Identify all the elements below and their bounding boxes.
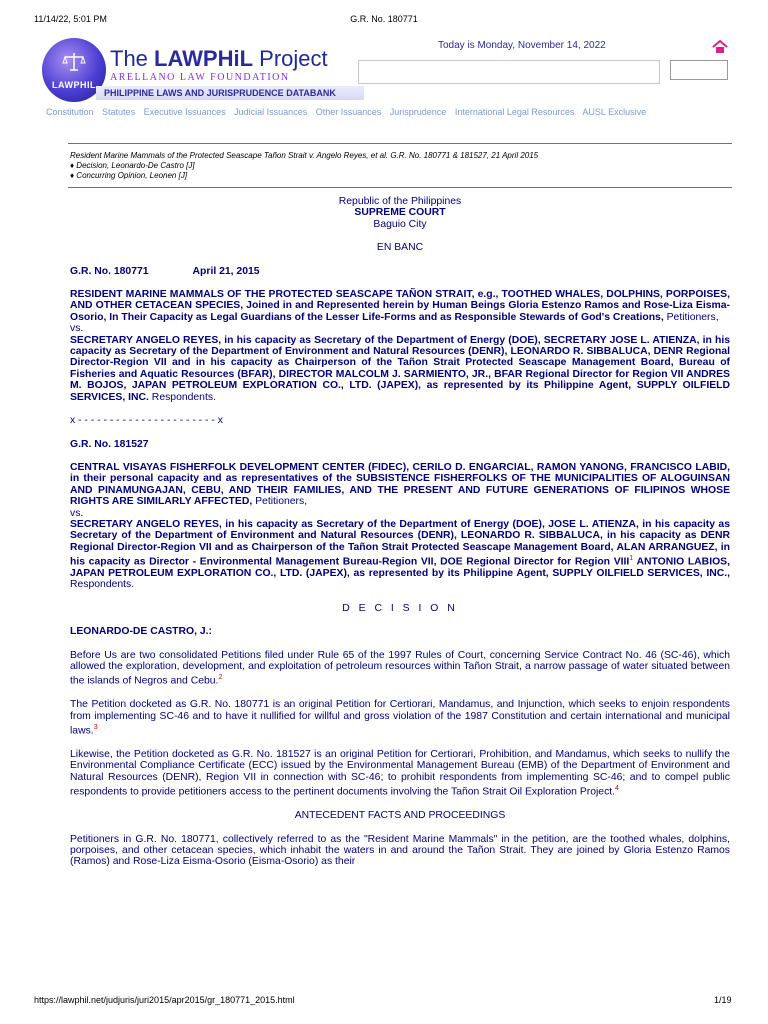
top-divider: [68, 143, 732, 144]
court-name: SUPREME COURT: [354, 207, 446, 219]
paragraph-3: [70, 749, 730, 798]
section-heading: ANTECEDENT FACTS AND PROCEEDINGS: [294, 810, 506, 822]
print-url: https://lawphil.net/judjuris/juri2015/apr2015/gr_180771_2015.html: [34, 995, 295, 1005]
paragraph-1: [70, 650, 730, 688]
nav-jurisprudence[interactable]: Jurisprudence: [389, 107, 447, 117]
nav-international-legal-resources[interactable]: International Legal Resources: [454, 107, 575, 117]
site-title-prefix: The: [110, 46, 155, 71]
site-title-suffix: Project: [253, 46, 328, 71]
case1-date: April 21, 2015: [192, 265, 260, 277]
nav-statutes[interactable]: Statutes: [102, 107, 136, 117]
nav-other-issuances[interactable]: Other Issuances: [315, 107, 382, 117]
republic: Republic of the Philippines: [338, 196, 462, 207]
paragraph-3-text: Likewise, the Petition docketed as G.R. No. 181527 is an original Petition for Certiorari, Prohibition, and Mandamus, which seeks to nullify the Environmental Compliance Certificate (ECC) issued by the Environmental Management Bureau (EMB) of the Department of Environment and Natural Resources (DENR), Region VII in connection with SC-46; to prohibit respondents from implementing SC-46; and to compel public respondents to provide petitioners access to the pertinent documents involving the Tañon Strait Oil Exploration Project.: [70, 749, 730, 798]
today-date: Today is Monday, November 14, 2022: [438, 40, 606, 51]
paragraph-1-text: Before Us are two consolidated Petitions filed under Rule 65 of the 1997 Rules of Court, concerning Service Contract No. 46 (SC-46), which allowed the exploration, development, and exploitation of petroleum resources within Tañon Strait, a narrow passage of water situated between the islands of Negros and Cebu.: [70, 649, 730, 687]
logo-text: LAWPHIL: [52, 80, 96, 90]
case1-petitioners-label: Petitioners,: [663, 311, 719, 323]
print-page-number: 1/19: [714, 995, 732, 1005]
case1-vs: vs.: [70, 323, 84, 335]
case-separator: x - - - - - - - - - - - - - - - - - - - - - - x: [70, 415, 223, 427]
nav-judicial-issuances[interactable]: Judicial Issuances: [234, 107, 308, 117]
paragraph-2: [70, 699, 730, 737]
search-input[interactable]: [358, 60, 660, 84]
case2-respondents: [70, 519, 730, 591]
case1-heading: [70, 266, 730, 277]
case1-respondents-label: Respondents.: [148, 391, 216, 403]
site-title[interactable]: [110, 46, 328, 72]
site-title-bold: LAWPHiL: [154, 46, 254, 71]
site-header: [0, 30, 768, 105]
footnote-link-1[interactable]: 1: [629, 555, 634, 563]
case2-petitioners-label: Petitioners,: [252, 496, 308, 508]
breadcrumb-case[interactable]: Resident Marine Mammals of the Protected Seascape Tañon Strait v. Angelo Reyes, et al. G.R. No. 180771 & 181527, 21 April 2015: [70, 151, 539, 160]
search-button[interactable]: [670, 60, 728, 80]
case2-petitioners-text: CENTRAL VISAYAS FISHERFOLK DEVELOPMENT CENTER (FIDEC), CERILO D. ENGARCIAL, RAMON YANONG, FRANCISCO LABID, in their personal capacity and as representatives of the SUBSISTENCE FISHERFOLKS OF THE MUNICIPALITIES OF ALOGUINSAN AND PINAMUNGAJAN, CEBU, AND THEIR FAMILIES, AND THE PRESENT AND FUTURE GENERATIONS OF FILIPINOS WHOSE RIGHTS ARE SIMILARLY AFFECTED,: [70, 461, 730, 508]
bottom-divider: [68, 187, 732, 188]
decision-heading: D E C I S I O N: [342, 602, 458, 614]
case1-petitioners: [70, 289, 730, 323]
main-nav: [46, 107, 652, 117]
decision-body: [70, 196, 730, 868]
ponente: LEONARDO-DE CASTRO, J.:: [70, 626, 213, 638]
case2-vs: vs.: [70, 507, 84, 519]
case1-gr-no: G.R. No. 180771: [70, 265, 149, 277]
nav-executive-issuances[interactable]: Executive Issuances: [143, 107, 226, 117]
scales-of-justice-icon: [62, 52, 86, 72]
nav-ausl-exclusive[interactable]: AUSL Exclusive: [582, 107, 647, 117]
en-banc: EN BANC: [376, 242, 424, 254]
case1-respondents-text: SECRETARY ANGELO REYES, in his capacity as Secretary of the Department of Energy (DOE), SECRETARY JOSE L. ATIENZA, in his capacity as Secretary of the Department of Environment and Natural Resources (DENR), LEONARDO R. SIBBALUCA, DENR Regional Director-Region VII and in his capacity as Chairperson of the Tañon Strait Protected Seascape Management Board, Bureau of Fisheries and Aquatic Resources (BFAR), DIRECTOR MALCOLM J. SARMIENTO, JR., BFAR Regional Director for Region VII ANDRES M. BOJOS, JAPAN PETROLEUM EXPLORATION CO., LTD. (JAPEX), as represented by its Philippine Agent, SUPPLY OILFIELD SERVICES, INC.: [70, 334, 730, 403]
paragraph-2-text: The Petition docketed as G.R. No. 180771 is an original Petition for Certiorari, Mandamus, and Injunction, which seeks to enjoin respondents from implementing SC-46 and to have it nullified for willful and gross violation of the 1987 Constitution and certain international and municipal laws.: [70, 699, 730, 737]
case2-gr-no: G.R. No. 181527: [70, 438, 149, 450]
case2-respondents-b: ANTONIO LABIOS, JAPAN PETROLEUM EXPLORATION CO., LTD. (JAPEX), as represented by its Philippine Agent, SUPPLY OILFIELD SERVICES, INC.,: [70, 556, 730, 580]
case2-respondents-a: SECRETARY ANGELO REYES, in his capacity as Secretary of the Department of Energy (DOE), JOSE L. ATIENZA, in his capacity as Secretary of the Department of Environment and Natural Resources (DENR), LEONARDO R. SIBBALUCA, in his capacity as DENR Regional Director-Region VII and as Chairperson of the Tañon Strait Protected Seascape Management Board, ALAN ARRANGUEZ, in his capacity as Director - Environmental Management Bureau-Region VII, DOE Regional Director for Region VIII: [70, 518, 730, 568]
breadcrumb: [70, 151, 730, 181]
databank-bar: [96, 86, 364, 100]
footnote-link-2[interactable]: 2: [218, 674, 223, 682]
databank-text: PHILIPPINE LAWS AND JURISPRUDENCE DATABANK: [104, 88, 336, 98]
case1-respondents: [70, 335, 730, 403]
paragraph-4: Petitioners in G.R. No. 180771, collectively referred to as the "Resident Marine Mammals" in the petition, are the toothed whales, dolphins, porpoises, and other cetacean species, which inhabit the waters in and around the Tañon Strait. They are joined by Gloria Estenzo Ramos (Ramos) and Rose-Liza Eisma-Osorio (Eisma-Osorio) as their: [70, 833, 730, 868]
nav-constitution[interactable]: Constitution: [46, 107, 94, 117]
print-date: 11/14/22, 5:01 PM: [34, 14, 107, 24]
home-icon[interactable]: [712, 40, 728, 54]
footnote-link-3[interactable]: 3: [93, 724, 98, 732]
footnote-link-4[interactable]: 4: [615, 785, 619, 793]
case2-petitioners: [70, 462, 730, 508]
case1-petitioners-text: RESIDENT MARINE MAMMALS OF THE PROTECTED SEASCAPE TAÑON STRAIT, e.g., TOOTHED WHALES, DOLPHINS, PORPOISES, AND OTHER CETACEAN SPECIES, Joined in and Represented herein by Human Beings Gloria Estenzo Ramos and Rose-Liza Eisma-Osorio, In Their Capacity as Legal Guardians of the Lesser Life-Forms and as Responsible Stewards of God's Creations,: [70, 289, 730, 323]
case2-respondents-label: Respondents.: [70, 579, 135, 591]
breadcrumb-concurring[interactable]: ♦ Concurring Opinion, Leonen [J]: [70, 171, 188, 180]
court-city: Baguio City: [373, 218, 427, 230]
site-subtitle: ARELLANO LAW FOUNDATION: [110, 72, 290, 83]
breadcrumb-decision[interactable]: ♦ Decision, Leonardo-De Castro [J]: [70, 161, 195, 170]
print-title: G.R. No. 180771: [350, 14, 418, 24]
